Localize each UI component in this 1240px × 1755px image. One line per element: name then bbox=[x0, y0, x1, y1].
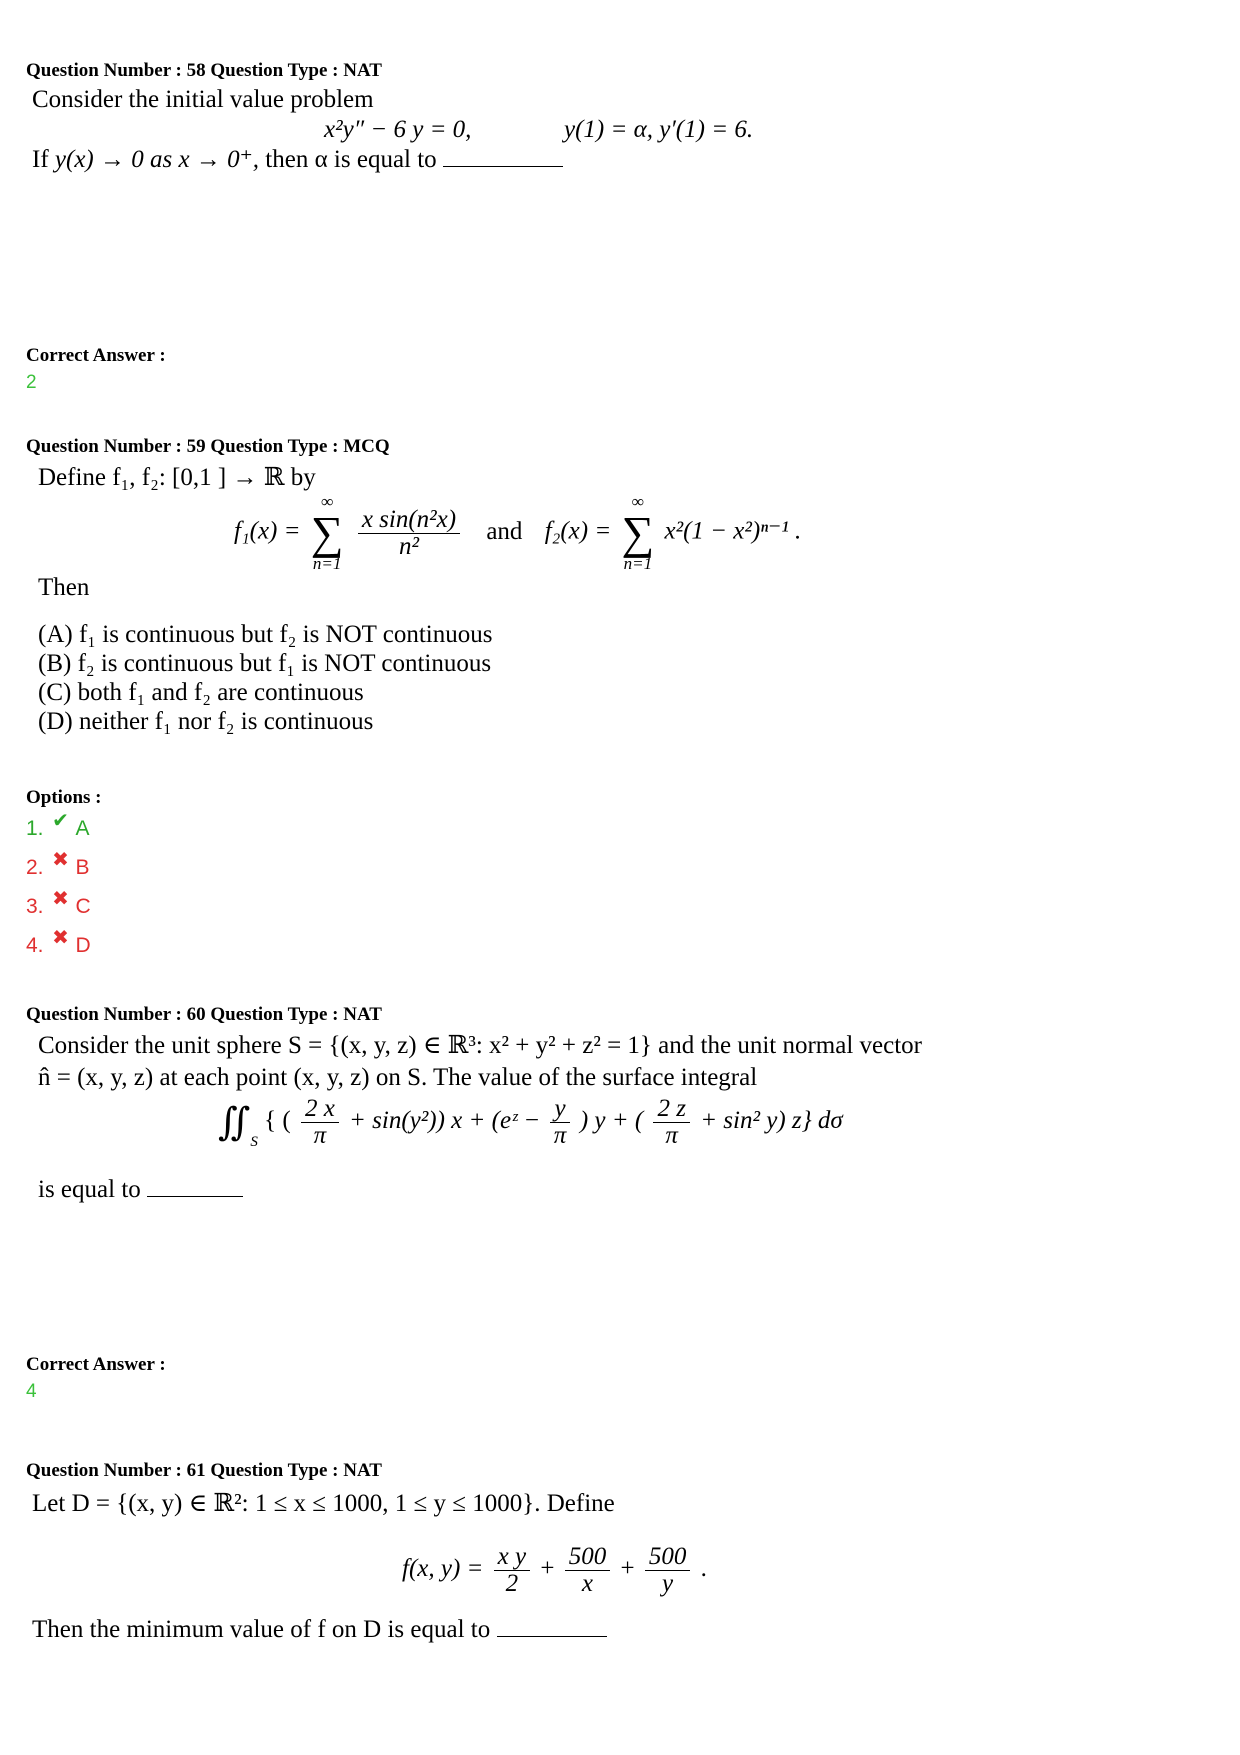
cross-icon: ✖ bbox=[52, 849, 69, 871]
choice-a: (A) f₁ is continuous but f₂ is NOT continuous bbox=[38, 621, 493, 648]
choice-c: (C) both f₁ and f₂ are continuous bbox=[38, 679, 364, 706]
choice-d: (D) neither f₁ nor f₂ is continuous bbox=[38, 708, 374, 735]
question-60-header bbox=[26, 1002, 1214, 1028]
question-number: Question Number : 58 bbox=[26, 60, 206, 81]
question-58-header bbox=[26, 58, 1214, 84]
cross-icon: ✖ bbox=[52, 927, 69, 949]
question-59-body bbox=[38, 460, 1214, 770]
question-58-correct-answer-label: Correct Answer : bbox=[26, 345, 166, 366]
question-58-condition: If y(x) → 0 as x → 0⁺, then α is equal to bbox=[32, 144, 563, 176]
question-61-line-1: Let D = {(x, y) ∈ ℝ²: 1 ≤ x ≤ 1000, 1 ≤ y ≤ 1000}. Define bbox=[32, 1490, 615, 1517]
question-58-initial-conditions: y(1) = α, y′(1) = 6. bbox=[564, 116, 754, 143]
question-60-tail: is equal to bbox=[38, 1174, 243, 1206]
question-59 bbox=[26, 434, 1214, 770]
question-58-ode: x²y″ − 6 y = 0, bbox=[324, 116, 472, 143]
question-60-line-1: Consider the unit sphere S = {(x, y, z) ∈ ℝ³: x² + y² + z² = 1} and the unit normal vector bbox=[38, 1032, 922, 1059]
question-number: Question Number : 59 bbox=[26, 436, 206, 457]
cross-icon: ✖ bbox=[52, 888, 69, 910]
summation-f2: ∞ ∑ n=1 bbox=[621, 492, 655, 573]
option-3: 3. ✖ C bbox=[26, 891, 91, 923]
question-type: Question Type : MCQ bbox=[210, 436, 390, 457]
question-61 bbox=[26, 1458, 1214, 1664]
question-number: Question Number : 61 bbox=[26, 1460, 206, 1481]
question-59-choices bbox=[38, 620, 492, 736]
question-59-then: Then bbox=[38, 574, 90, 601]
question-type: Question Type : NAT bbox=[210, 1460, 382, 1481]
fraction-2x-over-pi: $\frac{2 x}{\pi}$ bbox=[301, 1096, 339, 1149]
question-59-intro: Define f₁, f₂: [0,1 ] → ℝ by bbox=[38, 464, 316, 491]
fraction-500-over-y: $\frac{500}{y}$ bbox=[645, 1544, 691, 1597]
question-60-integral: $∬_S$ { ( $\frac{2 x}{\pi}$ + sin(y²)) x + (eᶻ − $\frac{y}{\pi}$ ) y + ( $\frac{2 z}{\pi}$ + sin² y) z} dσ bbox=[218, 1095, 843, 1151]
question-60-correct-answer: 4 bbox=[26, 1381, 37, 1402]
option-2: 2. ✖ B bbox=[26, 852, 90, 884]
fraction-xy-over-2: $\frac{\text{x y}}{2}$ bbox=[494, 1544, 530, 1597]
question-58-intro: Consider the initial value problem bbox=[32, 86, 374, 113]
question-58 bbox=[26, 58, 1214, 184]
sigma-icon: ∑ bbox=[310, 507, 344, 558]
question-61-function: f(x, y) = $\frac{\text{x y}}{2}$ + $\frac{500}{x}$ + $\frac{500}{y}$ . bbox=[402, 1543, 707, 1597]
double-integral-icon: ∬ bbox=[218, 1101, 251, 1144]
fraction-y-over-pi: $\frac{y}{\pi}$ bbox=[550, 1096, 569, 1149]
question-58-body bbox=[32, 84, 1214, 184]
question-58-correct-answer: 2 bbox=[26, 372, 37, 393]
question-61-body bbox=[32, 1484, 1214, 1664]
question-60-body bbox=[38, 1028, 1214, 1208]
option-1: 1. ✔ A bbox=[26, 813, 90, 845]
option-4: 4. ✖ D bbox=[26, 930, 91, 962]
question-59-header bbox=[26, 434, 1214, 460]
summation-f1: ∞ ∑ n=1 bbox=[310, 492, 344, 573]
question-59-definitions: f₁(x) = ∞ ∑ n=1 $\frac{\text{x sin(n²x)}}{\text{n²}}$ and f₂(x) = ∞ ∑ n=1 x²(1 − x²)ⁿ⁻¹ . bbox=[234, 492, 802, 573]
question-number: Question Number : 60 bbox=[26, 1004, 206, 1025]
question-60-correct-answer-label: Correct Answer : bbox=[26, 1354, 166, 1375]
fraction-500-over-x: $\frac{500}{x}$ bbox=[565, 1544, 611, 1597]
sigma-icon: ∑ bbox=[621, 507, 655, 558]
question-60 bbox=[26, 1002, 1214, 1208]
answer-blank bbox=[443, 144, 563, 167]
question-61-tail: Then the minimum value of f on D is equal to bbox=[32, 1614, 607, 1646]
question-type: Question Type : NAT bbox=[210, 1004, 382, 1025]
answer-blank bbox=[497, 1614, 607, 1637]
choice-b: (B) f₂ is continuous but f₁ is NOT continuous bbox=[38, 650, 492, 677]
fraction-f1: $\frac{\text{x sin(n²x)}}{\text{n²}}$ bbox=[358, 507, 460, 560]
check-icon: ✔ bbox=[52, 810, 69, 832]
question-61-header bbox=[26, 1458, 1214, 1484]
fraction-2z-over-pi: $\frac{2 z}{\pi}$ bbox=[653, 1096, 689, 1149]
options-label: Options : bbox=[26, 787, 102, 808]
question-type: Question Type : NAT bbox=[210, 60, 382, 81]
question-60-line-2: n̂ = (x, y, z) at each point (x, y, z) on S. The value of the surface integral bbox=[38, 1064, 758, 1091]
answer-blank bbox=[147, 1174, 243, 1197]
